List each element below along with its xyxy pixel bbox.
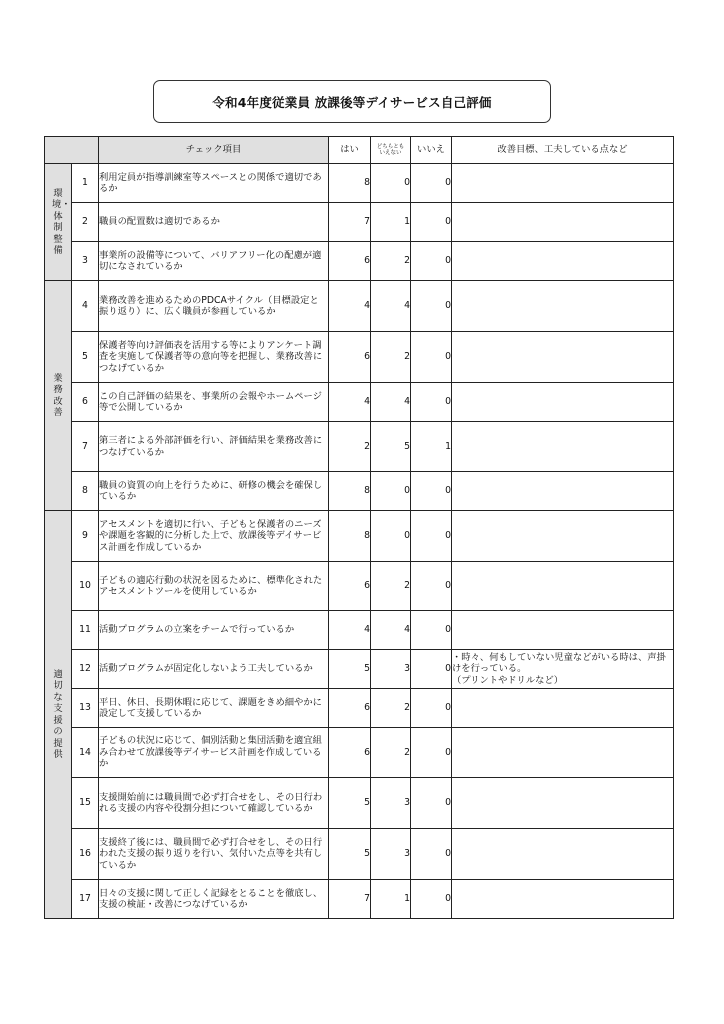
no-count: 0 [411, 383, 452, 422]
row-number: 9 [72, 511, 99, 562]
yes-count: 8 [329, 164, 371, 203]
yes-count: 8 [329, 511, 371, 562]
check-item-text: 日々の支援に関して正しく記録をとることを徹底し、支援の検証・改善につなげているか [99, 880, 329, 919]
table-row [45, 829, 674, 880]
no-count: 0 [411, 880, 452, 919]
improvement-note [452, 689, 674, 728]
check-item-text: 活動プログラムの立案をチームで行っているか [99, 611, 329, 650]
header-check-item: チェック項目 [99, 137, 329, 164]
yes-count: 6 [329, 332, 371, 383]
category-label: 適切な支援の提供 [53, 668, 63, 760]
check-item-text: 利用定員が指導訓練室等スペースとの関係で適切であるか [99, 164, 329, 203]
yes-count: 6 [329, 689, 371, 728]
improvement-note [452, 728, 674, 778]
header-notes: 改善目標、工夫している点など [452, 137, 674, 164]
no-count: 0 [411, 689, 452, 728]
yes-count: 6 [329, 562, 371, 611]
neither-count: 4 [371, 611, 411, 650]
improvement-note [452, 778, 674, 829]
improvement-note [452, 511, 674, 562]
neither-count: 0 [371, 511, 411, 562]
table-row [45, 472, 674, 511]
yes-count: 4 [329, 281, 371, 332]
improvement-note [452, 332, 674, 383]
neither-count: 3 [371, 650, 411, 689]
table-row [45, 422, 674, 472]
table-row [45, 332, 674, 383]
check-item-text: 支援開始前には職員間で必ず打合せをし、その日行われる支援の内容や役割分担について確認しているか [99, 778, 329, 829]
table-row [45, 611, 674, 650]
yes-count: 5 [329, 778, 371, 829]
neither-count: 2 [371, 562, 411, 611]
header-row [45, 137, 674, 164]
table-row [45, 511, 674, 562]
neither-count: 2 [371, 728, 411, 778]
table-row [45, 650, 674, 689]
row-number: 14 [72, 728, 99, 778]
check-item-text: 職員の配置数は適切であるか [99, 203, 329, 242]
page-title: 令和4年度従業員 放課後等デイサービス自己評価 [153, 80, 551, 123]
no-count: 0 [411, 164, 452, 203]
improvement-note [452, 383, 674, 422]
improvement-note: ・時々、何もしていない児童などがいる時は、声掛けを行っている。 （プリントやドリルなど） [452, 650, 674, 689]
no-count: 0 [411, 611, 452, 650]
check-item-text: 第三者による外部評価を行い、評価結果を業務改善につなげているか [99, 422, 329, 472]
check-item-text: 支援終了後には、職員間で必ず打合せをし、その日行われた支援の振り返りを行い、気付いた点等を共有しているか [99, 829, 329, 880]
row-number: 1 [72, 164, 99, 203]
check-item-text: 平日、休日、長期休暇に応じて、課題をきめ細やかに設定して支援しているか [99, 689, 329, 728]
neither-count: 0 [371, 472, 411, 511]
category-label: 業務改善 [53, 372, 63, 418]
table-row [45, 880, 674, 919]
neither-count: 4 [371, 281, 411, 332]
table-row [45, 383, 674, 422]
check-item-text: この自己評価の結果を、事業所の会報やホームページ等で公開しているか [99, 383, 329, 422]
neither-count: 4 [371, 383, 411, 422]
row-number: 6 [72, 383, 99, 422]
no-count: 0 [411, 332, 452, 383]
neither-count: 0 [371, 164, 411, 203]
yes-count: 6 [329, 728, 371, 778]
no-count: 0 [411, 778, 452, 829]
improvement-note [452, 203, 674, 242]
check-item-text: 活動プログラムが固定化しないよう工夫しているか [99, 650, 329, 689]
no-count: 0 [411, 829, 452, 880]
row-number: 7 [72, 422, 99, 472]
self-evaluation-table [44, 136, 674, 919]
yes-count: 2 [329, 422, 371, 472]
no-count: 0 [411, 203, 452, 242]
neither-count: 3 [371, 829, 411, 880]
check-item-text: アセスメントを適切に行い、子どもと保護者のニーズや課題を客観的に分析した上で、放課後等デイサービス計画を作成しているか [99, 511, 329, 562]
row-number: 11 [72, 611, 99, 650]
table-row [45, 164, 674, 203]
row-number: 12 [72, 650, 99, 689]
row-number: 10 [72, 562, 99, 611]
row-number: 3 [72, 242, 99, 281]
yes-count: 7 [329, 203, 371, 242]
no-count: 0 [411, 472, 452, 511]
check-item-text: 保護者等向け評価表を活用する等によりアンケート調査を実施して保護者等の意向等を把握し、業務改善につなげているか [99, 332, 329, 383]
table-row [45, 203, 674, 242]
header-neither [371, 137, 411, 164]
improvement-note [452, 562, 674, 611]
row-number: 15 [72, 778, 99, 829]
category-cell [45, 164, 72, 281]
row-number: 8 [72, 472, 99, 511]
no-count: 0 [411, 728, 452, 778]
improvement-note [452, 611, 674, 650]
yes-count: 8 [329, 472, 371, 511]
yes-count: 5 [329, 650, 371, 689]
table-row [45, 281, 674, 332]
category-cell [45, 281, 72, 511]
row-number: 13 [72, 689, 99, 728]
improvement-note [452, 281, 674, 332]
header-corner [45, 137, 99, 164]
row-number: 17 [72, 880, 99, 919]
improvement-note [452, 422, 674, 472]
row-number: 2 [72, 203, 99, 242]
neither-count: 2 [371, 242, 411, 281]
header-no: いいえ [411, 137, 452, 164]
table-row [45, 242, 674, 281]
yes-count: 5 [329, 829, 371, 880]
neither-count: 2 [371, 332, 411, 383]
neither-count: 1 [371, 203, 411, 242]
table-body [45, 164, 674, 919]
category-cell [45, 511, 72, 919]
no-count: 0 [411, 242, 452, 281]
table-row [45, 689, 674, 728]
category-label: 環境・体制整備 [52, 187, 71, 256]
improvement-note [452, 164, 674, 203]
check-item-text: 業務改善を進めるためのPDCAサイクル（目標設定と振り返り）に、広く職員が参画しているか [99, 281, 329, 332]
check-item-text: 子どもの適応行動の状況を図るために、標準化されたアセスメントツールを使用しているか [99, 562, 329, 611]
yes-count: 7 [329, 880, 371, 919]
neither-count: 3 [371, 778, 411, 829]
header-yes: はい [329, 137, 371, 164]
row-number: 16 [72, 829, 99, 880]
yes-count: 4 [329, 611, 371, 650]
header-neither-label: どちらとも いえない [376, 143, 405, 156]
no-count: 0 [411, 281, 452, 332]
no-count: 0 [411, 511, 452, 562]
check-item-text: 職員の資質の向上を行うために、研修の機会を確保しているか [99, 472, 329, 511]
row-number: 5 [72, 332, 99, 383]
table-row [45, 778, 674, 829]
improvement-note [452, 880, 674, 919]
improvement-note [452, 472, 674, 511]
no-count: 0 [411, 650, 452, 689]
check-item-text: 子どもの状況に応じて、個別活動と集団活動を適宜組み合わせて放課後等デイサービス計画を作成しているか [99, 728, 329, 778]
table-row [45, 562, 674, 611]
check-item-text: 事業所の設備等について、バリアフリー化の配慮が適切になされているか [99, 242, 329, 281]
table-row [45, 728, 674, 778]
no-count: 1 [411, 422, 452, 472]
row-number: 4 [72, 281, 99, 332]
neither-count: 2 [371, 689, 411, 728]
yes-count: 6 [329, 242, 371, 281]
no-count: 0 [411, 562, 452, 611]
neither-count: 5 [371, 422, 411, 472]
yes-count: 4 [329, 383, 371, 422]
improvement-note [452, 242, 674, 281]
improvement-note [452, 829, 674, 880]
neither-count: 1 [371, 880, 411, 919]
